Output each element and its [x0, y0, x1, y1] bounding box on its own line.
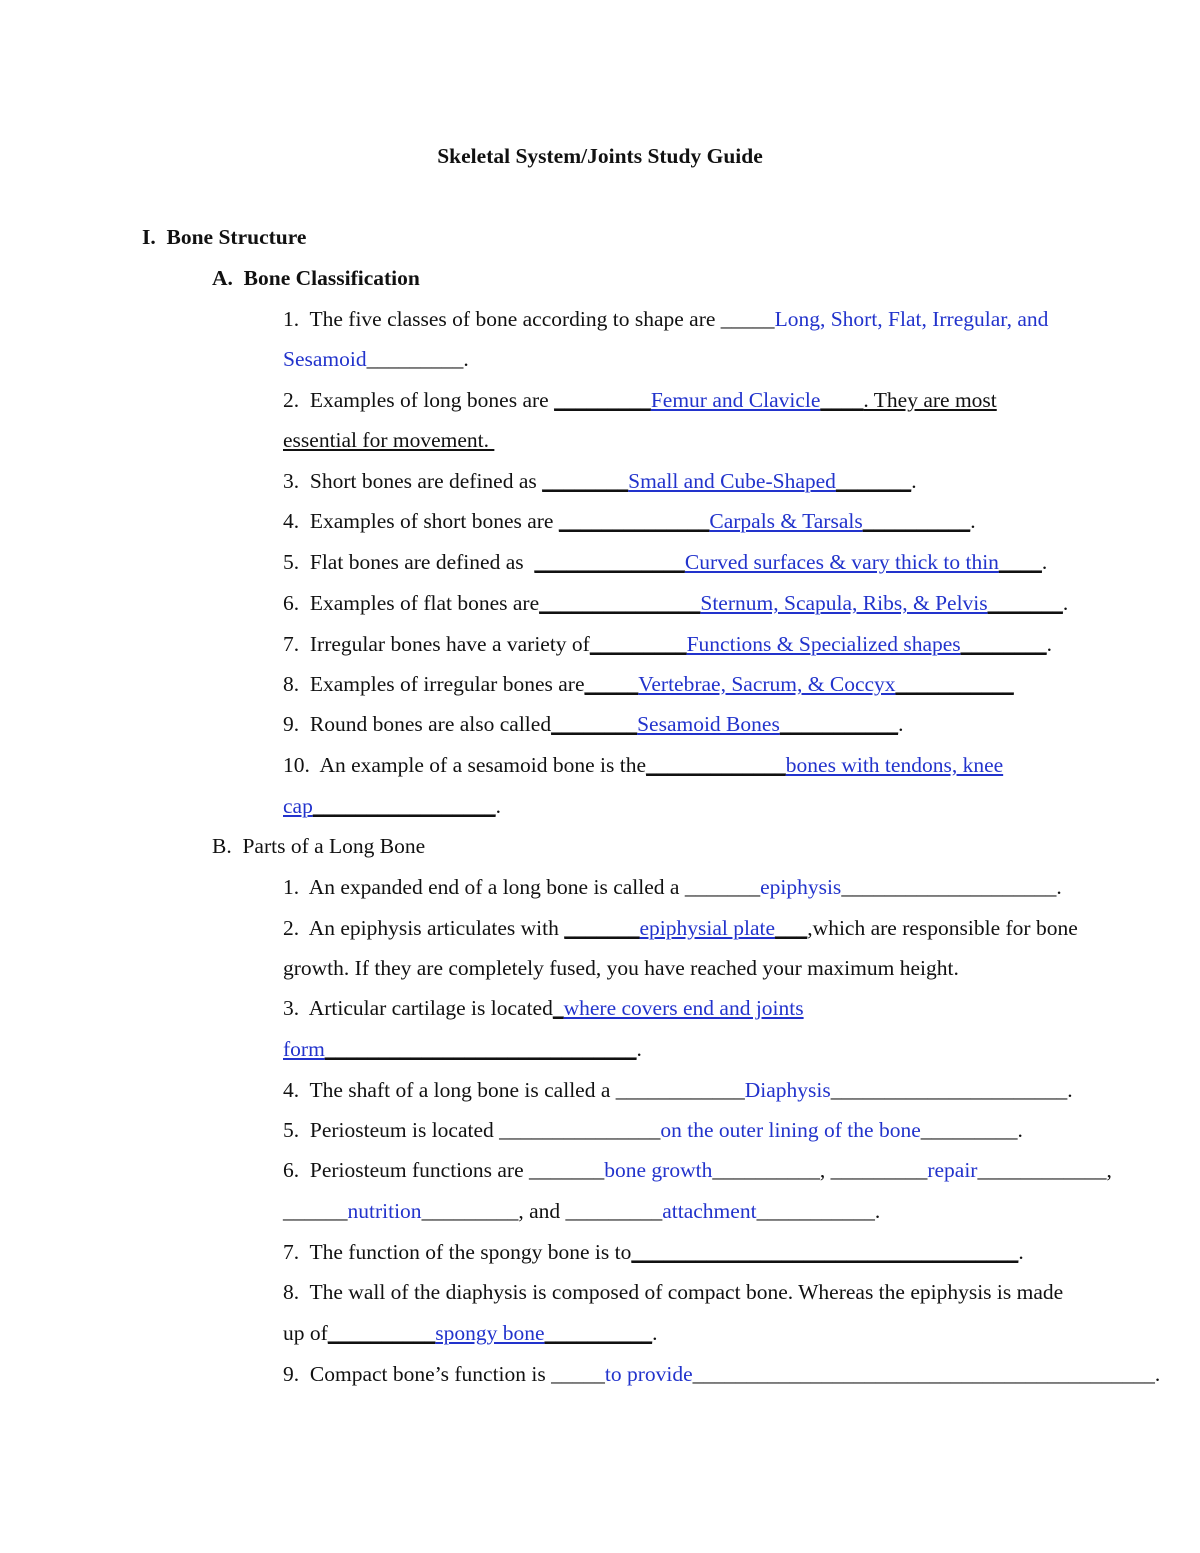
question-b6: [283, 1157, 1112, 1183]
answer-text: Femur and Clavicle: [650, 388, 821, 412]
punctuation: .: [970, 509, 976, 533]
blank-line: ______________________.: [830, 1078, 1073, 1102]
blank-line: __________: [327, 1321, 436, 1345]
blank-line: _________: [589, 632, 687, 656]
blank-line: _____________: [646, 753, 786, 777]
blank-line: ___________: [895, 672, 1014, 696]
blank-line: _: [552, 996, 564, 1020]
answer-text: spongy bone: [435, 1321, 545, 1345]
punctuation: .: [1046, 632, 1053, 656]
answer-text: Functions & Specialized shapes: [686, 632, 961, 656]
question-text: 2. An epiphysis articulates with: [283, 916, 565, 940]
question-text: 6. Periosteum functions are _______: [283, 1158, 605, 1182]
question-a4: [283, 508, 976, 534]
question-text: 10. An example of a sesamoid bone is the: [283, 753, 647, 777]
answer-text: where covers end and joints: [563, 996, 804, 1020]
blank-line: ________: [960, 632, 1047, 656]
answer-text: Sesamoid Bones: [637, 712, 780, 736]
blank-line: ____________________.: [841, 875, 1062, 899]
question-text: 9. Round bones are also called: [283, 712, 552, 736]
question-a1: [283, 306, 1048, 332]
question-b5: [283, 1117, 1023, 1143]
blank-line: ___: [775, 916, 808, 940]
question-b7: [283, 1239, 1024, 1265]
punctuation: .: [1062, 591, 1069, 615]
question-b6-cont: [283, 1198, 880, 1224]
blank-line: ____________________________________: [631, 1240, 1019, 1264]
question-text: 3. Articular cartilage is located: [283, 996, 553, 1020]
page-title: Skeletal System/Joints Study Guide: [437, 144, 763, 168]
punctuation: .: [636, 1037, 642, 1061]
question-text: . They are most: [863, 388, 997, 412]
question-a8: [283, 671, 1014, 697]
question-text: 7. The function of the spongy bone is to: [283, 1240, 632, 1264]
blank-line: ___________.: [756, 1199, 881, 1223]
question-text: 8. Examples of irregular bones are: [283, 672, 585, 696]
question-text: 2. Examples of long bones are: [283, 388, 555, 412]
question-a7: [283, 631, 1052, 657]
question-text: ,which are responsible for bone: [807, 916, 1078, 940]
blank-line: _______: [564, 916, 640, 940]
blank-line: ________: [542, 469, 629, 493]
blank-line: ____: [998, 550, 1042, 574]
blank-line: ____: [820, 388, 864, 412]
question-b1: [283, 874, 1062, 900]
blank-line: ______: [283, 1199, 348, 1223]
question-a1-cont: [283, 346, 469, 372]
blank-line: _____: [584, 672, 639, 696]
question-a3: [283, 468, 917, 494]
punctuation: .: [652, 1321, 658, 1345]
answer-text: to provide: [604, 1362, 693, 1386]
blank-line: __________, _________: [712, 1158, 928, 1182]
section-heading-bone-structure: I. Bone Structure: [142, 225, 307, 249]
question-text: 6. Examples of flat bones are: [283, 591, 540, 615]
blank-line: _________________: [312, 794, 496, 818]
question-text: up of: [283, 1321, 328, 1345]
blank-line: __________: [544, 1321, 653, 1345]
question-b8-cont: [283, 1320, 657, 1346]
question-text: 3. Short bones are defined as: [283, 469, 543, 493]
blank-line: _____________________________: [324, 1037, 637, 1061]
blank-line: __________: [862, 509, 971, 533]
subsection-heading-parts-of-long-bone: B. Parts of a Long Bone: [212, 834, 426, 858]
question-b8: 8. The wall of the diaphysis is composed of compact bone. Whereas the epiphysis is made: [283, 1280, 1064, 1304]
question-text: 4. The shaft of a long bone is called a ____________: [283, 1078, 745, 1102]
punctuation: .: [898, 712, 904, 736]
question-a9: [283, 711, 903, 737]
question-b3: [283, 995, 804, 1021]
blank-line: _________: [554, 388, 651, 412]
question-text: _________, and _________: [421, 1199, 663, 1223]
answer-text: Sesamoid: [283, 347, 367, 371]
answer-text: Vertebrae, Sacrum, & Coccyx: [638, 672, 896, 696]
question-text: 9. Compact bone’s function is _____: [283, 1362, 605, 1386]
answer-text: bone growth: [604, 1158, 713, 1182]
question-a6: [283, 590, 1068, 616]
answer-text: Carpals & Tarsals: [709, 509, 863, 533]
blank-line: ______________: [534, 550, 685, 574]
blank-line: ______________: [558, 509, 710, 533]
answer-text: Diaphysis: [744, 1078, 831, 1102]
question-text: 5. Periosteum is located _______________: [283, 1118, 661, 1142]
answer-text: repair: [927, 1158, 978, 1182]
punctuation: .: [1018, 1240, 1024, 1264]
question-text: 5. Flat bones are defined as: [283, 550, 535, 574]
blank-line: ___________________________________________.: [692, 1362, 1161, 1386]
answer-text: nutrition: [347, 1199, 422, 1223]
question-text: 1. An expanded end of a long bone is called a _______: [283, 875, 761, 899]
blank-line: _________.: [920, 1118, 1023, 1142]
answer-text: epiphysial plate: [639, 916, 776, 940]
question-text: 4. Examples of short bones are: [283, 509, 559, 533]
blank-line: ___________: [779, 712, 899, 736]
question-b2: [283, 915, 1078, 941]
punctuation: .: [495, 794, 501, 818]
answer-text: epiphysis: [760, 875, 842, 899]
question-b4: [283, 1077, 1073, 1103]
answer-text: cap: [283, 794, 313, 818]
blank-line: _________.: [366, 347, 469, 371]
blank-line: ________: [551, 712, 638, 736]
answer-text: on the outer lining of the bone: [660, 1118, 921, 1142]
answer-text: Small and Cube-Shaped: [628, 469, 836, 493]
answer-text: attachment: [662, 1199, 757, 1223]
question-a10-cont: [283, 793, 501, 819]
question-a5: [283, 549, 1047, 575]
question-b2-cont: growth. If they are completely fused, you have reached your maximum height.: [283, 956, 959, 980]
answer-text: form: [283, 1037, 325, 1061]
question-a10: [283, 752, 1003, 778]
blank-line: _______: [987, 591, 1063, 615]
question-b9: [283, 1361, 1160, 1387]
question-text: 7. Irregular bones have a variety of: [283, 632, 590, 656]
subsection-heading-bone-classification: A. Bone Classification: [212, 266, 420, 290]
blank-line: _______________: [539, 591, 701, 615]
punctuation: .: [911, 469, 917, 493]
question-text: 1. The five classes of bone according to shape are _____: [283, 307, 775, 331]
answer-text: Sternum, Scapula, Ribs, & Pelvis: [700, 591, 988, 615]
question-b3-cont: [283, 1036, 642, 1062]
punctuation: .: [1041, 550, 1048, 574]
answer-text: Long, Short, Flat, Irregular, and: [774, 307, 1049, 331]
answer-text: bones with tendons, knee: [785, 753, 1004, 777]
blank-line: ____________,: [977, 1158, 1112, 1182]
question-a2: [283, 387, 997, 413]
question-a2-cont: essential for movement.: [283, 428, 495, 452]
blank-line: _______: [835, 469, 912, 493]
answer-text: Curved surfaces & vary thick to thin: [684, 550, 999, 574]
